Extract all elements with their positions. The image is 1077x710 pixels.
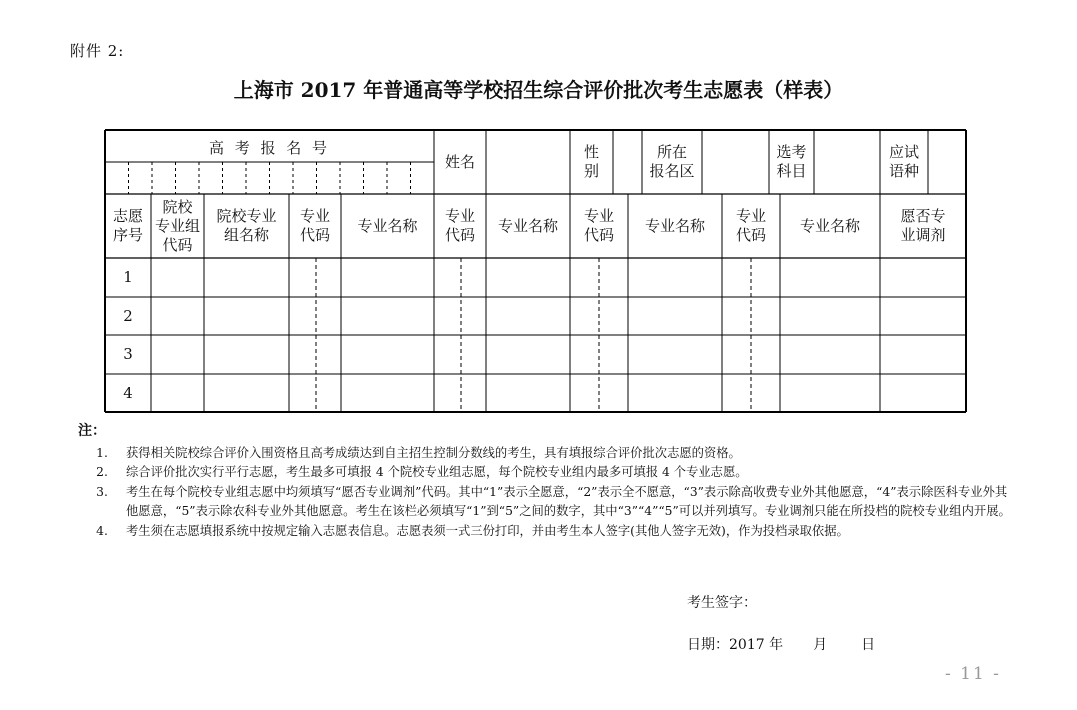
note-number: 1. [96, 445, 108, 460]
gender-label: 性 别 [583, 143, 599, 180]
note-item [78, 463, 1018, 483]
notes-section [78, 422, 1018, 541]
row-number: 3 [123, 345, 133, 363]
exam-reg-no-label: 高 考 报 名 号 [208, 138, 331, 157]
date-line [687, 634, 875, 654]
name-label: 姓名 [444, 152, 475, 171]
attachment-label: 附件 2: [70, 42, 125, 60]
note-item [78, 483, 1018, 522]
adjust-header: 愿否专 业调剂 [900, 207, 946, 244]
note-number: 3. [96, 484, 108, 499]
note-text: 考生在每个院校专业组志愿中均须填写“愿否专业调剂”代码。其中“1”表示全愿意，“2”表示全不愿意，“3”表示除高收费专业外其他愿意，“4”表示除医科专业外其他愿意，“5”表示除农科专业外其他愿意。考生在该栏必须填写“1”到“5”之间的数字，其中“3”“4”“5”可以并列填写。专业调剂只能在所投档的院校专业组内开展。 [126, 484, 1011, 518]
major-name-header: 专业名称 [799, 216, 860, 235]
seq-header: 志愿 序号 [112, 207, 143, 244]
row-number: 1 [123, 268, 133, 286]
signature-label: 考生签字： [687, 595, 757, 611]
row-number: 4 [123, 383, 133, 402]
major-code-header: 专业 代码 [299, 207, 330, 244]
row-number: 2 [123, 306, 133, 325]
major-code-header: 专业 代码 [735, 207, 766, 244]
language-label: 应试 语种 [888, 143, 919, 180]
date-month: 月 [813, 637, 828, 653]
page-number: - 11 - [945, 664, 1001, 684]
note-item [78, 522, 1018, 542]
note-text: 综合评价批次实行平行志愿，考生最多可填报 4 个院校专业组志愿，每个院校专业组内最多可填报 4 个专业志愿。 [126, 465, 748, 479]
note-number: 4. [96, 523, 108, 538]
note-number: 2. [96, 465, 108, 479]
major-name-header: 专业名称 [357, 216, 418, 235]
notes-heading: 注： [78, 423, 106, 439]
major-code-header: 专业 代码 [583, 207, 614, 244]
major-name-header: 专业名称 [644, 216, 705, 235]
note-text: 获得相关院校综合评价入围资格且高考成绩达到自主招生控制分数线的考生，具有填报综合评价批次志愿的资格。 [126, 445, 741, 460]
district-label: 所在 报名区 [649, 143, 695, 180]
subjects-label: 选考 科目 [776, 143, 807, 180]
note-item [78, 444, 1018, 464]
date-label: 日期：2017 年 [687, 637, 784, 653]
group-code-header: 院校 专业组 代码 [154, 197, 200, 254]
group-name-header: 院校专业 组名称 [216, 207, 277, 244]
date-day: 日 [861, 637, 876, 653]
major-name-header: 专业名称 [497, 216, 558, 235]
major-code-header: 专业 代码 [444, 207, 475, 244]
note-text: 考生须在志愿填报系统中按规定输入志愿表信息。志愿表须一式三份打印，并由考生本人签字(其他人签字无效)，作为投档录取依据。 [126, 523, 849, 538]
page-title: 上海市 2017 年普通高等学校招生综合评价批次考生志愿表（样表） [233, 78, 844, 102]
